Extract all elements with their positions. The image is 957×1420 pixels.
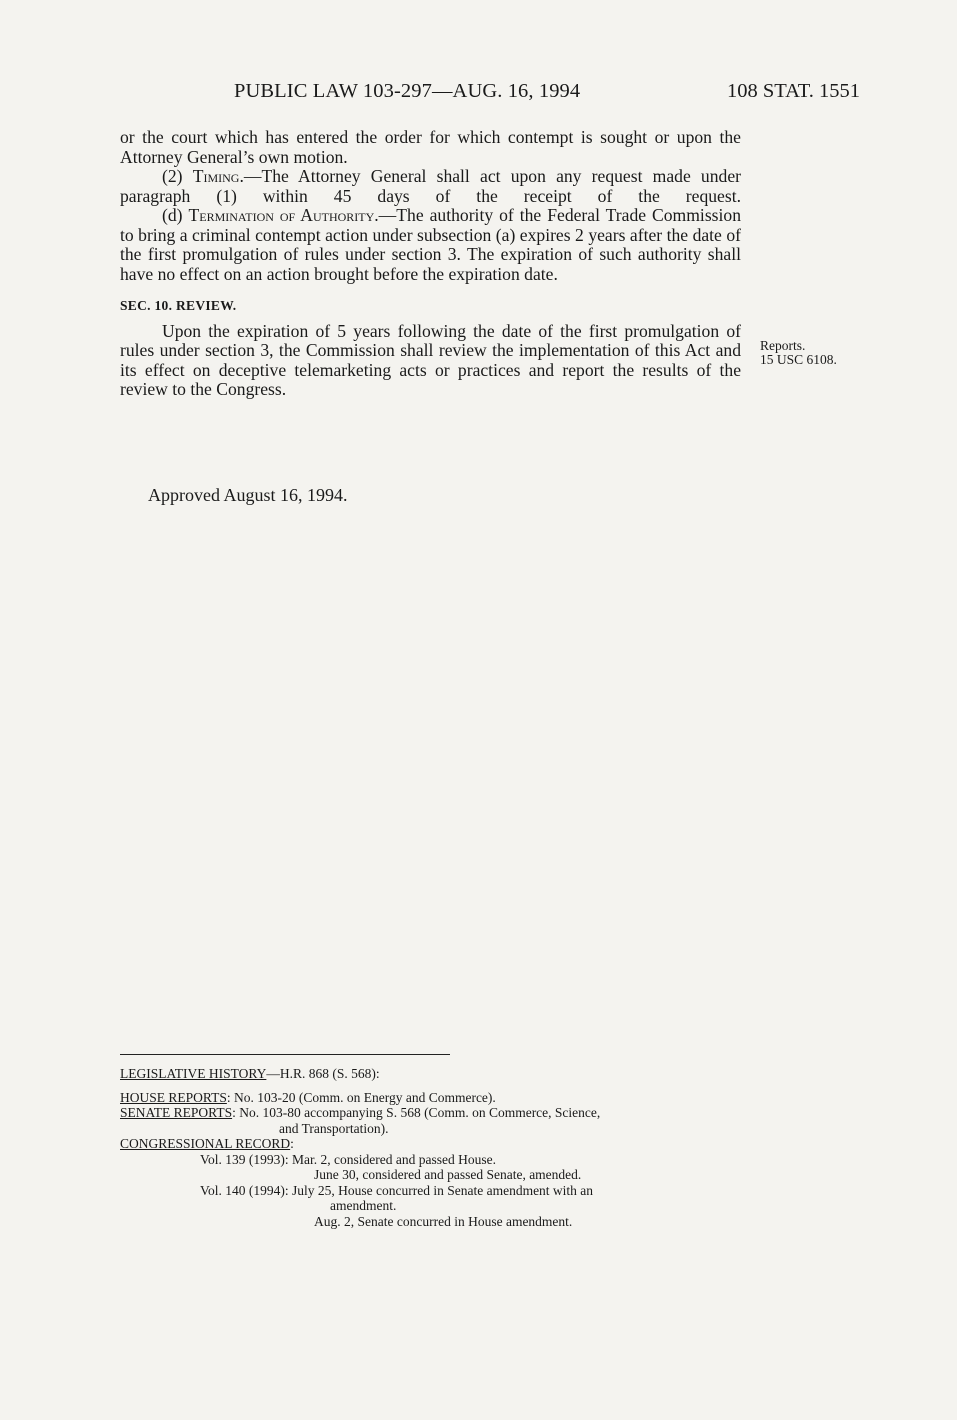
legislative-history-bill: —H.R. 868 (S. 568): [266,1066,380,1081]
house-reports-text: : No. 103-20 (Comm. on Energy and Commerce). [226,1089,496,1105]
congressional-record-line [120,1136,760,1152]
paragraph-heading: Termination of Authority [188,205,375,225]
paragraph-continuation: or the court which has entered the order for which contempt is sought or upon the Attorney General’s own motion. [120,127,741,167]
footnote-divider [120,1054,450,1055]
house-reports-label: HOUSE REPORTS [120,1089,227,1105]
senate-reports-line [120,1105,760,1121]
page-header-title: PUBLIC LAW 103-297—AUG. 16, 1994 [234,80,581,102]
margin-note-reports: Reports. [760,338,806,353]
margin-note [760,339,837,367]
paragraph-number: (d) [162,205,183,225]
paragraph-heading: Timing [192,166,240,186]
statute-page-number: 108 STAT. 1551 [727,80,860,102]
margin-note-usc: 15 USC 6108. [760,352,837,367]
senate-reports-continuation: and Transportation). [279,1120,389,1136]
paragraph-number: (2) [162,166,183,186]
record-vol-140-final: Aug. 2, Senate concurred in House amendment. [314,1213,573,1229]
record-vol-140: Vol. 140 (1994): July 25, House concurred in Senate amendment with an [200,1182,594,1198]
section-heading: SEC. 10. REVIEW. [120,298,237,313]
law-body-text [120,128,741,400]
senate-reports-label: SENATE REPORTS [120,1105,233,1120]
legislative-history-heading [120,1066,760,1082]
paragraph-review: Upon the expiration of 5 years following the date of the first promulgation of rules under section 3, the Commission shall review the implementation of this Act and its effect on deceptive telemarketing acts or practices and report the results of the review to the Congress. [120,320,741,399]
record-vol-139-cont: June 30, considered and passed Senate, amended. [314,1167,582,1182]
record-vol-140-cont: amendment. [330,1198,397,1213]
congressional-record-label: CONGRESSIONAL RECORD [120,1136,291,1151]
approval-line: Approved August 16, 1994. [148,485,348,505]
paragraph-text: .—The authority of the Federal Trade Commission to bring a criminal contempt action under subsection (a) expires 2 years after the date of the first promulgation of rules under section 3. The expiration of such authority shall have no effect on an action brought before the expiration date. [120,205,741,284]
legislative-history-label: LEGISLATIVE HISTORY [120,1066,267,1081]
paragraph-termination [120,206,741,284]
house-reports-line [120,1090,760,1106]
senate-reports-text: : No. 103-80 accompanying S. 568 (Comm. on Commerce, Science, [232,1105,601,1120]
paragraph-timing [120,167,741,206]
congressional-record-colon: : [290,1136,294,1151]
record-vol-139: Vol. 139 (1993): Mar. 2, considered and passed House. [200,1151,496,1167]
paragraph-text: .—The Attorney General shall act upon any request made under paragraph (1) within 45 days of the receipt of the request. [120,166,741,206]
legislative-history [120,1066,760,1229]
